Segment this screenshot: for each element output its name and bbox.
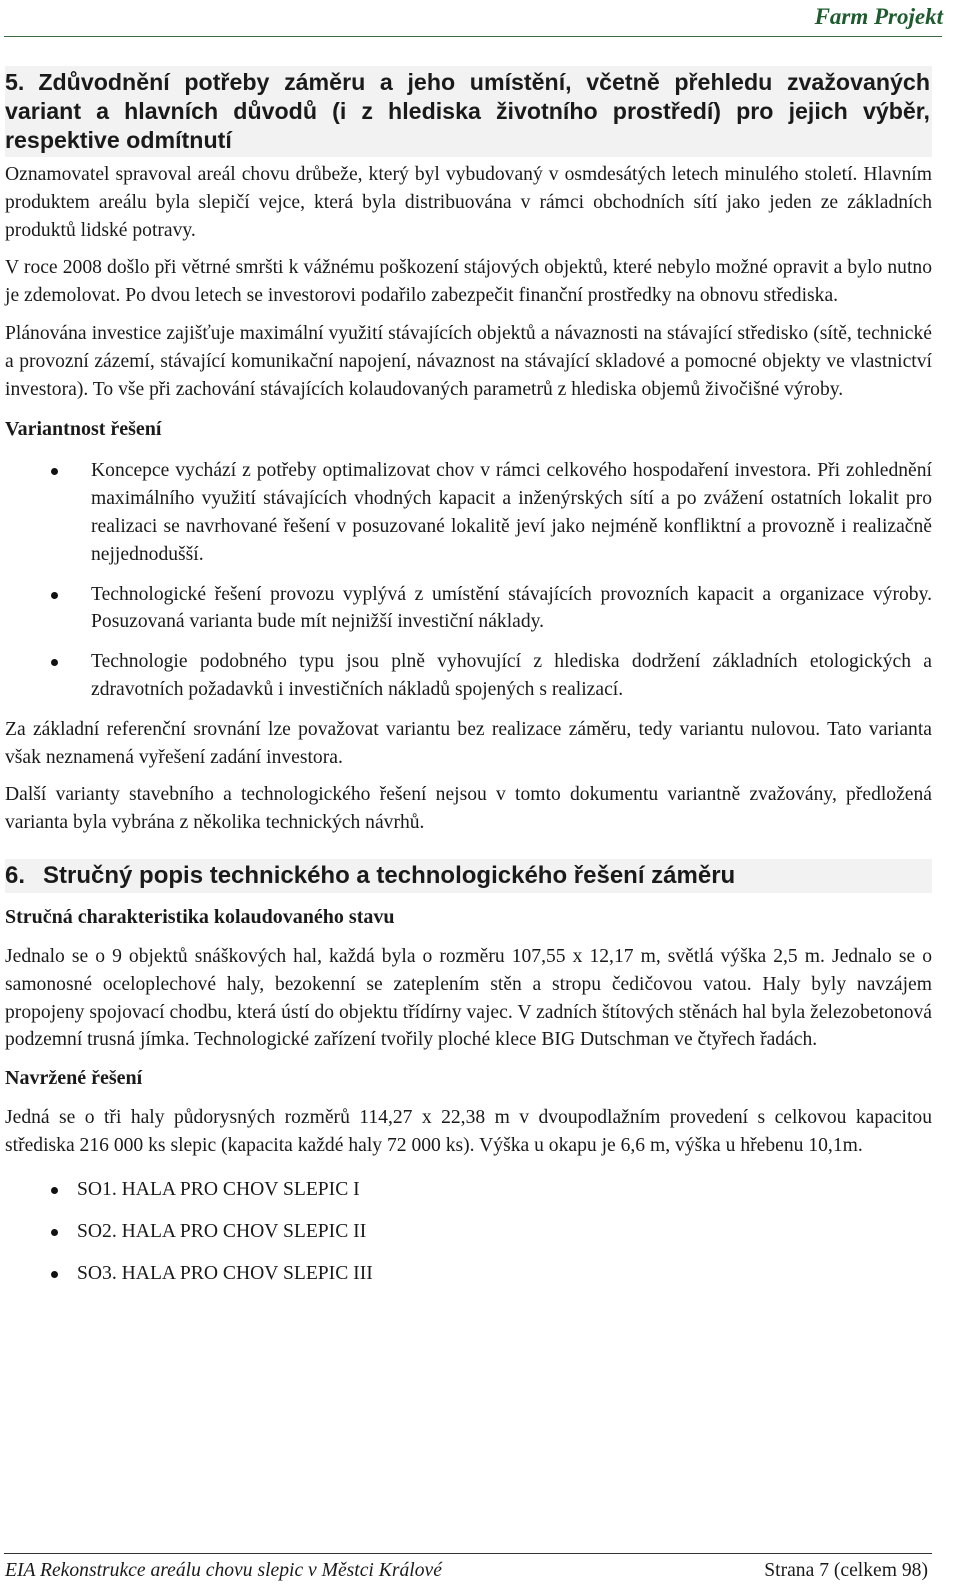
list-item — [5, 1218, 932, 1246]
section-5-title: Zdůvodnění potřeby záměru a jeho umístění, včetně přehledu zvažovaných variant a hlavních důvodů (i z hlediska životního prostředí) pro jejich výběr, respektive odmítnutí — [5, 69, 930, 153]
list-item — [5, 457, 932, 568]
paragraph-intro: Oznamovatel spravoval areál chovu drůbeže, který byl vybudovaný v osmdesátých letech minulého století. Hlavním produktem areálu byla slepičí vejce, která byla distribuována v rámci obchodních sítí jako jeden ze základních produktů lidské potravy. — [5, 164, 932, 241]
bullet-icon — [51, 1229, 58, 1236]
section-6-heading — [5, 859, 932, 893]
paragraph-other-variants: Další varianty stavebního a technologického řešení nejsou v tomto dokumentu variantně zvažovány, předložená varianta byla vybrána z několika technických návrhů. — [5, 784, 932, 834]
variants-list — [5, 457, 932, 703]
paragraph-storm: V roce 2008 došlo při větrné smršti k vážnému poškození stájových objektů, které nebylo možné opravit a bylo nutno je zdemolovat. Po dvou letech se investorovi podařilo zabezpečit finanční prostředky na obnovu střediska. — [5, 257, 932, 307]
variants-heading: Variantnost řešení — [5, 418, 162, 441]
list-item-text: SO2. HALA PRO CHOV SLEPIC II — [77, 1220, 367, 1242]
section-6-number: 6. — [5, 861, 26, 889]
bullet-icon — [51, 592, 58, 599]
paragraph-investment: Plánována investice zajišťuje maximální využití stávajících objektů a návaznosti na stávající středisko (sítě, technické a provozní zázemí, stávající komunikační napojení, návaznost na stávající skladové a pomocné objekty ve vlastnictví investora). To vše při zachování stávajících kolaudovaných parametrů z hlediska objemů živočišné výroby. — [5, 322, 932, 400]
proposed-solution-heading: Navržené řešení — [5, 1067, 143, 1090]
list-item-text: Koncepce vychází z potřeby optimalizovat chov v rámci celkového hospodaření investora. Při zohlednění maximálního využití stávajících vhodných kapacit a inženýrských sítí a po zvážení ostatních lokalit pro realizaci se navrhované řešení v posuzované lokalitě jeví jako nejméně konfliktní a provozně i realizačně nejjednodušší. — [91, 460, 932, 565]
footer-page-number: Strana 7 (celkem 98) — [764, 1560, 928, 1581]
page-content — [5, 66, 932, 1302]
bullet-icon — [51, 1187, 58, 1194]
list-item-text: SO3. HALA PRO CHOV SLEPIC III — [77, 1262, 373, 1284]
list-item — [5, 1176, 932, 1204]
bullet-icon — [51, 1271, 58, 1278]
header-brand: Farm Projekt — [814, 4, 943, 29]
list-item-text: SO1. HALA PRO CHOV SLEPIC I — [77, 1178, 360, 1200]
list-item — [5, 1260, 932, 1288]
section-6-title: Stručný popis technického a technologického řešení záměru — [43, 861, 736, 889]
footer-rule — [4, 1553, 932, 1554]
list-item-text: Technologické řešení provozu vyplývá z umístění stávajících provozních kapacit a organizace výroby. Posuzovaná varianta bude mít nejnižší investiční náklady. — [91, 583, 932, 633]
footer-document-title: EIA Rekonstrukce areálu chovu slepic v Městci Králové — [5, 1560, 442, 1581]
bullet-icon — [51, 659, 58, 666]
list-item — [5, 581, 932, 637]
bullet-icon — [51, 468, 58, 475]
paragraph-reference: Za základní referenční srovnání lze považovat variantu bez realizace záměru, tedy variantu nulovou. Tato varianta však neznamená vyřešení zadání investora. — [5, 718, 932, 768]
existing-state-heading: Stručná charakteristika kolaudovaného stavu — [5, 905, 395, 928]
list-item — [5, 648, 932, 704]
section-5-heading — [5, 66, 932, 157]
section-5-number: 5. — [5, 69, 25, 95]
list-item-text: Technologie podobného typu jsou plně vyhovující z hlediska dodržení základních etologických a zdravotních požadavků i investičních nákladů spojených s realizací. — [91, 651, 932, 700]
paragraph-proposed-solution: Jedná se o tři haly půdorysných rozměrů 114,27 x 22,38 m v dvoupodlažním provedení s celkovou kapacitou střediska 216 000 ks slepic (kapacita každé haly 72 000 ks). Výška u okapu je 6,6 m, výška u hřebenu 10,1m. — [5, 1107, 932, 1156]
header-rule — [4, 36, 942, 37]
paragraph-existing-state: Jednalo se o 9 objektů snáškových hal, každá byla o rozměru 107,55 x 12,17 m, světlá výška 2,5 m. Jednalo se o samonosné oceloplechové haly, bezokenní se zateplením stěn a stropu čedičovou vatou. Haly byly navzájem propojeny spojovací chodbu, která ústí do objektu třídírny vajec. V zadních štítových stěnách hal byla železobetonová podzemní trusná jímka. Technologické zařízení tvořily ploché klece BIG Dutschman ve čtyřech řadách. — [5, 945, 932, 1051]
objects-list — [5, 1176, 932, 1288]
